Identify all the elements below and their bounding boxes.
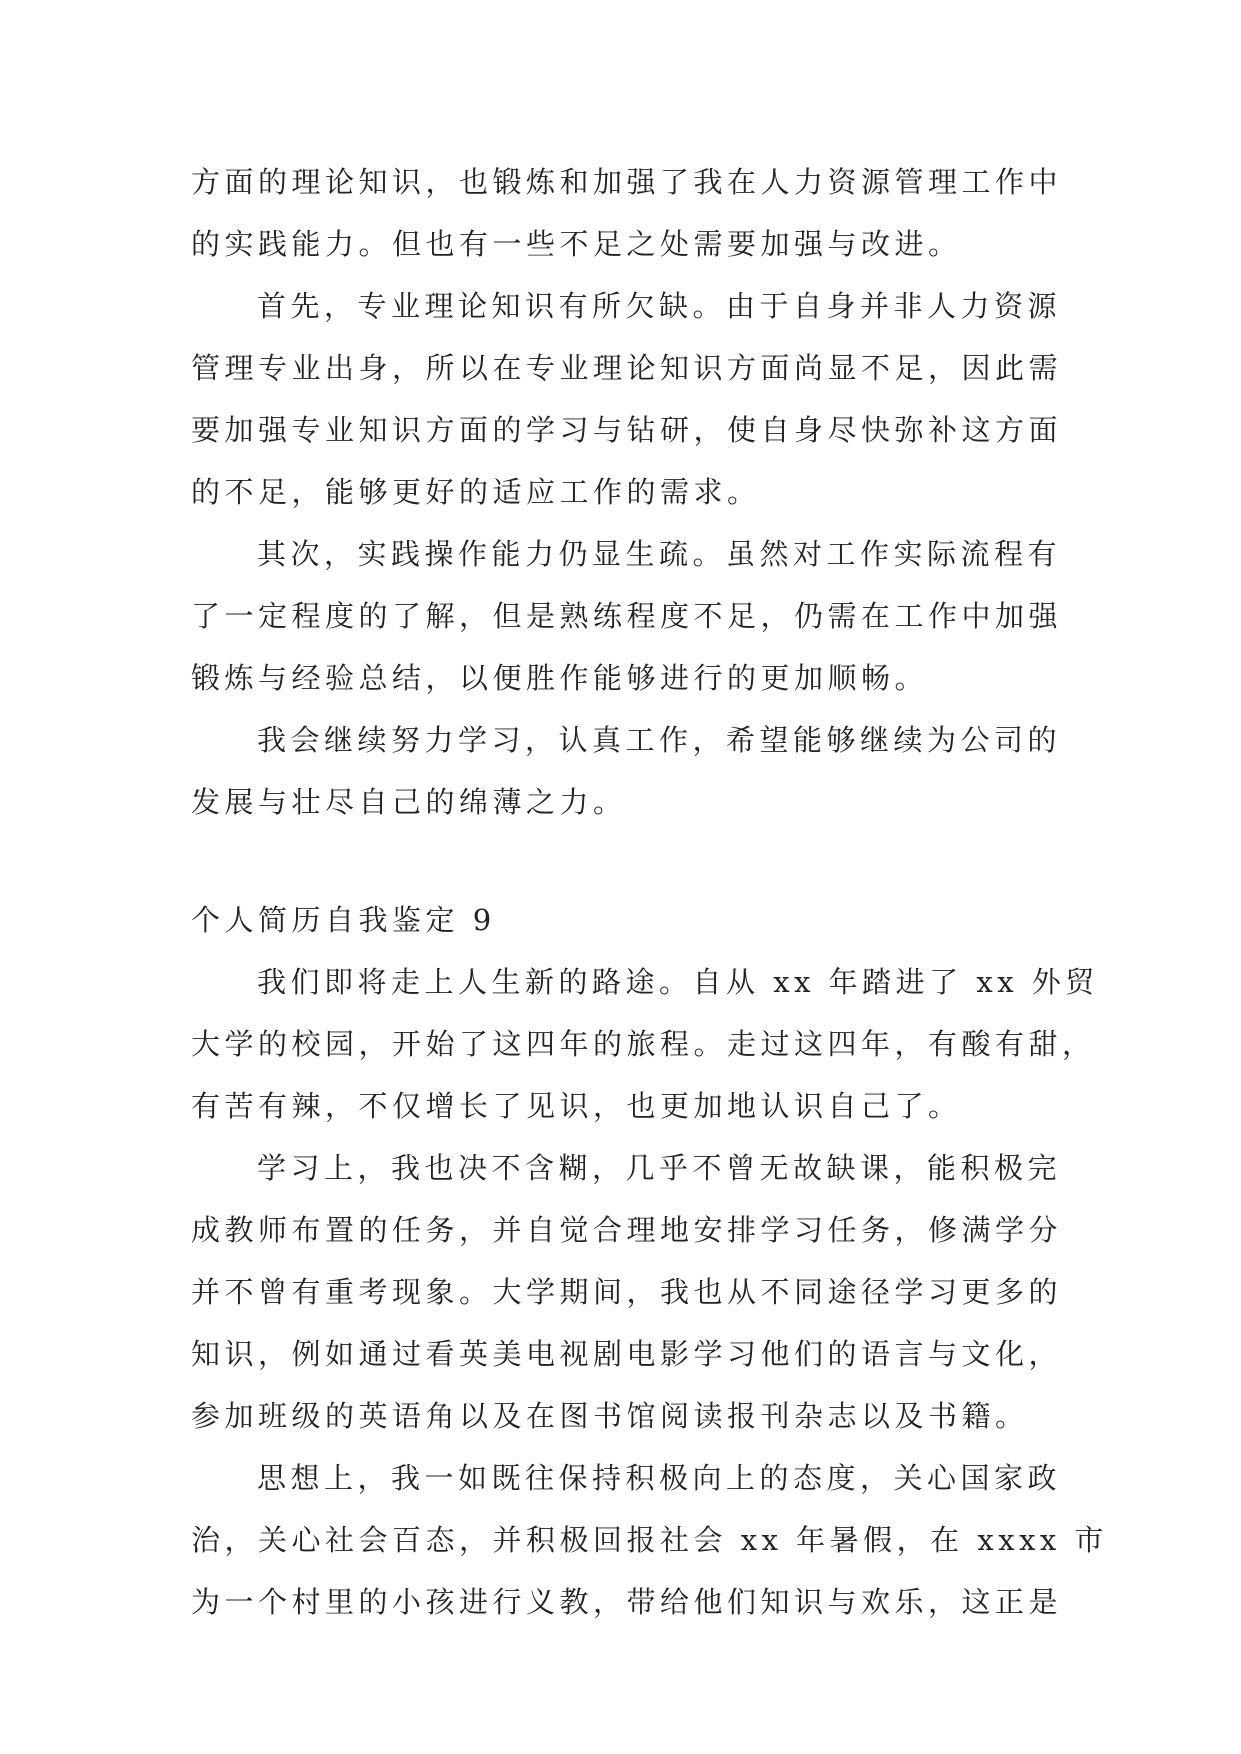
section-title: 个人简历自我鉴定 9 (191, 903, 496, 937)
paragraph-first-line: 管理专业出身，所以在专业理论知识方面尚显不足，因此需 (191, 351, 1063, 385)
paragraph-thought-line: 思想上，我一如既往保持积极向上的态度，关心国家政 (257, 1461, 1062, 1495)
body-line: 的实践能力。但也有一些不足之处需要加强与改进。 (191, 227, 962, 261)
paragraph-study-line: 并不曾有重考现象。大学期间，我也从不同途径学习更多的 (191, 1275, 1063, 1309)
paragraph-first-line: 要加强专业知识方面的学习与钻研，使自身尽快弥补这方面 (191, 413, 1063, 447)
paragraph-study-line: 成教师布置的任务，并自觉合理地安排学习任务，修满学分 (191, 1213, 1063, 1247)
document-body (191, 0, 1109, 1754)
paragraph-closing-line: 我会继续努力学习，认真工作，希望能够继续为公司的 (257, 723, 1062, 757)
paragraph-intro-line: 有苦有辣，不仅增长了见识，也更加地认识自己了。 (191, 1089, 962, 1123)
paragraph-second-line: 了一定程度的了解，但是熟练程度不足，仍需在工作中加强 (191, 599, 1063, 633)
paragraph-second-line: 其次，实践操作能力仍显生疏。虽然对工作实际流程有 (257, 537, 1062, 571)
paragraph-second-line: 锻炼与经验总结，以便胜作能够进行的更加顺畅。 (191, 661, 929, 695)
paragraph-study-line: 参加班级的英语角以及在图书馆阅读报刊杂志以及书籍。 (191, 1399, 1029, 1433)
paragraph-first-line: 的不足，能够更好的适应工作的需求。 (191, 475, 761, 509)
paragraph-thought-line: 治，关心社会百态，并积极回报社会 xx 年暑假，在 xxxx 市 (191, 1523, 1109, 1557)
paragraph-study-line: 学习上，我也决不含糊，几乎不曾无故缺课，能积极完 (257, 1151, 1062, 1185)
paragraph-thought-line: 为一个村里的小孩进行义教，带给他们知识与欢乐，这正是 (191, 1585, 1063, 1619)
paragraph-first-line: 首先，专业理论知识有所欠缺。由于自身并非人力资源 (257, 289, 1062, 323)
paragraph-study-line: 知识，例如通过看英美电视剧电影学习他们的语言与文化， (191, 1337, 1063, 1371)
paragraph-closing-line: 发展与壮尽自己的绵薄之力。 (191, 785, 627, 819)
body-line: 方面的理论知识，也锻炼和加强了我在人力资源管理工作中 (191, 165, 1063, 199)
paragraph-intro-line: 大学的校园，开始了这四年的旅程。走过这四年，有酸有甜， (191, 1027, 1096, 1061)
paragraph-intro-line: 我们即将走上人生新的路途。自从 xx 年踏进了 xx 外贸 (257, 965, 1099, 999)
